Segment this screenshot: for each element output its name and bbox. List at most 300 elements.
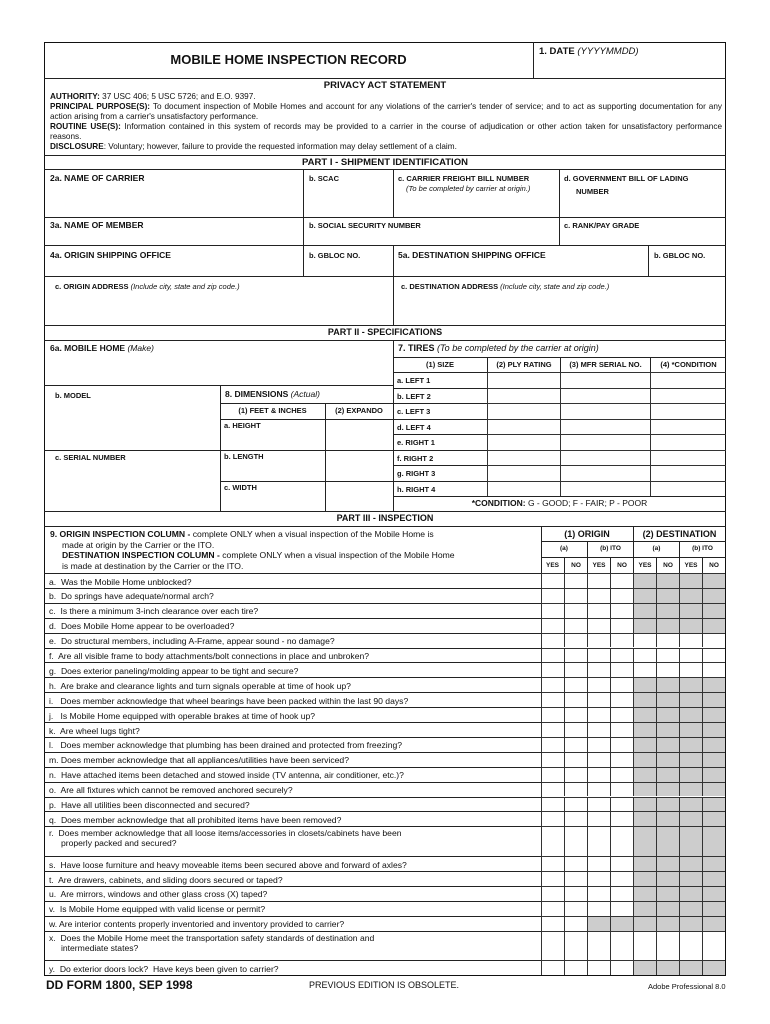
destination-no-checkbox[interactable]	[656, 662, 679, 677]
destination-yes-checkbox	[679, 722, 702, 737]
make-field[interactable]: 6a. MOBILE HOME (Make)	[50, 343, 154, 353]
origin-no-checkbox[interactable]	[564, 573, 587, 588]
tire-input-cell[interactable]	[487, 434, 560, 450]
destination-no-checkbox	[702, 692, 725, 707]
destination-no-checkbox	[702, 797, 725, 812]
destination-no-checkbox	[656, 886, 679, 901]
width-field[interactable]: c. WIDTH	[224, 483, 257, 492]
tire-row-label: d. LEFT 4	[397, 422, 431, 432]
destination-no-checkbox	[656, 797, 679, 812]
origin-no-checkbox[interactable]	[610, 633, 633, 648]
question-row: h. Are brake and clearance lights and turn signals operable at time of hook up?	[44, 677, 541, 692]
question-row: d. Does Mobile Home appear to be overloaded?	[44, 618, 541, 633]
origin-yes-checkbox[interactable]	[541, 603, 564, 618]
origin-yes-checkbox[interactable]	[541, 811, 564, 826]
destination-yes-checkbox	[633, 767, 656, 782]
origin-no-checkbox[interactable]	[610, 960, 633, 975]
condition-legend: *CONDITION: G - GOOD; F - FAIR; P - POOR	[471, 498, 648, 508]
destination-yes-checkbox	[633, 782, 656, 797]
origin-no-checkbox[interactable]	[564, 722, 587, 737]
tire-input-cell[interactable]	[487, 419, 560, 435]
origin-no-checkbox[interactable]	[610, 856, 633, 871]
origin-gbloc-field[interactable]: b. GBLOC NO.	[309, 251, 361, 260]
destination-yes-checkbox	[633, 618, 656, 633]
destination-no-checkbox	[656, 588, 679, 603]
software-note: Adobe Professional 8.0	[648, 982, 726, 991]
origin-no-checkbox[interactable]	[564, 901, 587, 916]
tire-input-cell[interactable]	[487, 372, 560, 388]
destination-yes-checkbox	[633, 811, 656, 826]
a-subheader: (a)	[560, 545, 568, 552]
no-header: NO	[656, 557, 679, 573]
destination-no-checkbox	[656, 871, 679, 886]
tire-row-label: h. RIGHT 4	[397, 484, 436, 494]
origin-yes-checkbox[interactable]	[541, 707, 564, 722]
origin-yes-checkbox[interactable]	[541, 856, 564, 871]
origin-no-checkbox[interactable]	[610, 901, 633, 916]
destination-no-checkbox	[656, 901, 679, 916]
privacy-statement: AUTHORITY: 37 USC 406; 5 USC 5726; and E.O. 9397. PRINCIPAL PURPOSE(S): To document inspection of Mobile Homes and account for any violations of the carrier's tender of service; and to act as supporting documentation for any action arising from a carrier's unsatisfactory performance. ROUTINE USE(S): Information contained in this system of records may be provided to a carrier in the course of adjudication or other action taken for unsatisfactory performance reasons. DISCLOSURE: Voluntary; however, failure to provide the requested information may delay settlement of a claim.	[50, 92, 723, 151]
tire-row-label: a. LEFT 1	[397, 376, 431, 385]
destination-no-checkbox[interactable]	[702, 662, 725, 677]
destination-no-checkbox	[702, 811, 725, 826]
destination-no-checkbox	[702, 901, 725, 916]
origin-yes-checkbox[interactable]	[541, 871, 564, 886]
gbl-field[interactable]: d. GOVERNMENT BILL OF LADING	[564, 174, 689, 183]
tire-input-cell[interactable]	[560, 403, 650, 419]
destination-no-checkbox[interactable]	[656, 648, 679, 663]
destination-no-checkbox	[656, 826, 679, 856]
dest-gbloc-field[interactable]: b. GBLOC NO.	[654, 251, 706, 260]
question-row: r. Does member acknowledge that all loose items/accessories in closets/cabinets have been properly packed and secured?	[44, 826, 541, 856]
origin-yes-checkbox[interactable]	[541, 677, 564, 692]
origin-yes-checkbox[interactable]	[587, 722, 610, 737]
origin-no-checkbox[interactable]	[610, 737, 633, 752]
destination-no-checkbox	[702, 856, 725, 871]
question-row: w. Are interior contents properly inventoried and inventory provided to carrier?	[44, 916, 541, 931]
destination-no-checkbox	[656, 618, 679, 633]
destination-yes-checkbox[interactable]	[633, 648, 656, 663]
question-row: n. Have attached items been detached and stowed inside (TV antenna, air conditioner, etc.)?	[44, 767, 541, 782]
tires-heading: 7. TIRES (To be completed by the carrier at origin)	[398, 343, 599, 353]
destination-no-checkbox[interactable]	[702, 648, 725, 663]
origin-no-checkbox	[610, 916, 633, 931]
destination-yes-checkbox	[679, 737, 702, 752]
tire-input-cell[interactable]	[487, 481, 560, 497]
origin-no-checkbox[interactable]	[564, 603, 587, 618]
destination-yes-checkbox	[679, 826, 702, 856]
destination-yes-checkbox[interactable]	[633, 633, 656, 648]
date-label: 1. DATE	[539, 46, 575, 57]
origin-yes-checkbox[interactable]	[587, 603, 610, 618]
destination-yes-checkbox	[633, 603, 656, 618]
destination-yes-checkbox	[633, 856, 656, 871]
destination-yes-checkbox	[633, 677, 656, 692]
destination-yes-checkbox	[679, 960, 702, 975]
origin-yes-checkbox[interactable]	[587, 782, 610, 797]
origin-no-checkbox[interactable]	[564, 960, 587, 975]
carrier-name-field[interactable]: 2a. NAME OF CARRIER	[50, 173, 145, 183]
origin-no-checkbox[interactable]	[610, 811, 633, 826]
scac-field[interactable]: b. SCAC	[309, 174, 339, 183]
question-row: b. Do springs have adequate/normal arch?	[44, 588, 541, 603]
destination-yes-checkbox[interactable]	[633, 662, 656, 677]
destination-yes-checkbox	[633, 826, 656, 856]
origin-yes-checkbox[interactable]	[541, 782, 564, 797]
destination-no-checkbox	[702, 618, 725, 633]
destination-yes-checkbox	[679, 677, 702, 692]
tire-input-cell[interactable]	[560, 450, 650, 466]
origin-no-checkbox[interactable]	[610, 767, 633, 782]
no-header: NO	[564, 557, 587, 573]
date-field[interactable]	[539, 46, 639, 57]
part2-heading: PART II - SPECIFICATIONS	[327, 327, 443, 337]
origin-no-checkbox[interactable]	[564, 707, 587, 722]
origin-no-checkbox[interactable]	[564, 588, 587, 603]
tire-input-cell[interactable]	[650, 481, 726, 497]
divider	[393, 496, 726, 497]
question-row: k. Are wheel lugs tight?	[44, 722, 541, 737]
tire-input-cell[interactable]	[487, 465, 560, 481]
origin-yes-checkbox[interactable]	[541, 752, 564, 767]
destination-yes-checkbox	[679, 692, 702, 707]
destination-yes-checkbox	[679, 782, 702, 797]
question-row: i. Does member acknowledge that wheel bearings have been packed within the last 90 days?	[44, 692, 541, 707]
question-row: v. Is Mobile Home equipped with valid license or permit?	[44, 901, 541, 916]
origin-no-checkbox[interactable]	[564, 826, 587, 856]
form-title: MOBILE HOME INSPECTION RECORD	[170, 52, 407, 67]
destination-yes-checkbox	[633, 707, 656, 722]
tire-input-cell[interactable]	[487, 388, 560, 404]
origin-no-checkbox[interactable]	[564, 782, 587, 797]
serial-number-field[interactable]: c. SERIAL NUMBER	[55, 453, 126, 462]
origin-no-checkbox[interactable]	[564, 886, 587, 901]
origin-no-checkbox[interactable]	[610, 782, 633, 797]
origin-no-checkbox[interactable]	[564, 737, 587, 752]
destination-no-checkbox	[656, 960, 679, 975]
destination-yes-checkbox	[633, 737, 656, 752]
origin-yes-checkbox[interactable]	[587, 588, 610, 603]
origin-no-checkbox[interactable]	[564, 618, 587, 633]
destination-no-checkbox	[656, 722, 679, 737]
destination-no-checkbox	[702, 871, 725, 886]
destination-yes-checkbox	[633, 722, 656, 737]
destination-no-checkbox	[702, 752, 725, 767]
origin-no-checkbox[interactable]	[564, 871, 587, 886]
destination-no-checkbox	[656, 707, 679, 722]
destination-no-checkbox[interactable]	[656, 931, 679, 961]
tire-input-cell[interactable]	[487, 450, 560, 466]
origin-yes-checkbox[interactable]	[587, 856, 610, 871]
tire-input-cell[interactable]	[650, 465, 726, 481]
ito-subheader: (b) ITO	[679, 541, 725, 557]
destination-yes-checkbox	[679, 767, 702, 782]
origin-yes-checkbox[interactable]	[587, 960, 610, 975]
origin-no-checkbox[interactable]	[610, 662, 633, 677]
question-row: a. Was the Mobile Home unblocked?	[44, 573, 541, 588]
origin-no-checkbox[interactable]	[564, 633, 587, 648]
origin-yes-checkbox[interactable]	[541, 573, 564, 588]
gbl-label-line2: NUMBER	[576, 187, 609, 196]
tire-input-cell[interactable]	[650, 434, 726, 450]
origin-yes-checkbox[interactable]	[541, 901, 564, 916]
origin-no-checkbox[interactable]	[564, 931, 587, 961]
origin-no-checkbox[interactable]	[564, 767, 587, 782]
destination-no-checkbox	[702, 722, 725, 737]
destination-yes-checkbox	[679, 871, 702, 886]
destination-yes-checkbox[interactable]	[633, 931, 656, 961]
tire-input-cell[interactable]	[560, 419, 650, 435]
origin-yes-checkbox[interactable]	[541, 886, 564, 901]
origin-yes-checkbox[interactable]	[541, 633, 564, 648]
dest-address-field[interactable]: c. DESTINATION ADDRESS (Include city, state and zip code.)	[401, 282, 610, 291]
origin-yes-checkbox[interactable]	[587, 648, 610, 663]
origin-yes-checkbox[interactable]	[587, 618, 610, 633]
destination-no-checkbox	[656, 677, 679, 692]
origin-no-checkbox[interactable]	[564, 752, 587, 767]
part3-heading: PART III - INSPECTION	[336, 513, 434, 523]
ssn-field[interactable]: b. SOCIAL SECURITY NUMBER	[309, 221, 421, 230]
destination-column-header: (2) DESTINATION	[633, 526, 725, 541]
question-row: m. Does member acknowledge that all appliances/utilities have been serviced?	[44, 752, 541, 767]
destination-yes-checkbox	[679, 901, 702, 916]
tire-column-header: (3) MFR SERIAL NO.	[560, 357, 650, 372]
origin-office-field[interactable]: 4a. ORIGIN SHIPPING OFFICE	[50, 250, 171, 260]
destination-no-checkbox	[702, 826, 725, 856]
origin-yes-checkbox[interactable]	[587, 737, 610, 752]
origin-no-checkbox[interactable]	[610, 826, 633, 856]
origin-yes-checkbox[interactable]	[587, 573, 610, 588]
origin-yes-checkbox[interactable]	[587, 826, 610, 856]
origin-no-checkbox[interactable]	[610, 752, 633, 767]
origin-yes-checkbox[interactable]	[541, 767, 564, 782]
destination-yes-checkbox	[633, 871, 656, 886]
destination-no-checkbox	[656, 856, 679, 871]
model-field[interactable]: b. MODEL	[55, 391, 91, 400]
member-name-field[interactable]: 3a. NAME OF MEMBER	[50, 220, 144, 230]
tire-row-label: c. LEFT 3	[397, 407, 431, 416]
destination-no-checkbox	[702, 588, 725, 603]
destination-yes-checkbox	[679, 916, 702, 931]
tire-column-header: (1) SIZE	[426, 360, 454, 369]
origin-yes-checkbox[interactable]	[587, 662, 610, 677]
question-row: t. Are drawers, cabinets, and sliding doors secured or taped?	[44, 871, 541, 886]
tire-input-cell[interactable]	[650, 388, 726, 404]
destination-yes-checkbox	[679, 588, 702, 603]
destination-yes-checkbox[interactable]	[679, 931, 702, 961]
origin-yes-checkbox[interactable]	[541, 692, 564, 707]
question-row: g. Does exterior paneling/molding appear to be tight and secure?	[44, 662, 541, 677]
destination-yes-checkbox[interactable]	[679, 633, 702, 648]
destination-no-checkbox	[702, 960, 725, 975]
origin-no-checkbox[interactable]	[610, 677, 633, 692]
origin-no-checkbox[interactable]	[610, 588, 633, 603]
origin-column-header: (1) ORIGIN	[564, 529, 610, 539]
tire-input-cell[interactable]	[650, 419, 726, 435]
destination-no-checkbox	[702, 916, 725, 931]
origin-yes-checkbox[interactable]	[541, 826, 564, 856]
origin-no-checkbox[interactable]	[564, 692, 587, 707]
destination-yes-checkbox	[633, 588, 656, 603]
origin-yes-checkbox[interactable]	[541, 931, 564, 961]
origin-yes-checkbox[interactable]	[541, 916, 564, 931]
destination-no-checkbox[interactable]	[702, 931, 725, 961]
destination-yes-checkbox[interactable]	[679, 662, 702, 677]
origin-yes-checkbox[interactable]	[541, 737, 564, 752]
destination-yes-checkbox	[633, 752, 656, 767]
destination-yes-checkbox	[633, 797, 656, 812]
destination-no-checkbox	[702, 782, 725, 797]
a-subheader: (a)	[633, 541, 679, 557]
rank-field[interactable]: c. RANK/PAY GRADE	[564, 221, 640, 230]
date-hint: (YYYYMMDD)	[577, 46, 639, 57]
origin-yes-checkbox[interactable]	[541, 960, 564, 975]
question-row: p. Have all utilities been disconnected and secured?	[44, 797, 541, 812]
destination-yes-checkbox	[633, 916, 656, 931]
origin-yes-checkbox	[587, 916, 610, 931]
destination-no-checkbox	[656, 603, 679, 618]
destination-yes-checkbox	[633, 692, 656, 707]
height-field[interactable]: a. HEIGHT	[224, 421, 261, 430]
yes-header: YES	[587, 557, 610, 573]
origin-yes-checkbox[interactable]	[587, 707, 610, 722]
origin-no-checkbox[interactable]	[564, 811, 587, 826]
question-row: j. Is Mobile Home equipped with operable brakes at time of hook up?	[44, 707, 541, 722]
origin-yes-checkbox[interactable]	[541, 648, 564, 663]
tire-column-header: (4) *CONDITION	[650, 357, 726, 372]
no-header: NO	[610, 557, 633, 573]
q9-instructions: 9. ORIGIN INSPECTION COLUMN - complete ONLY when a visual inspection of the Mobile Home is made at origin by the Carrier or the ITO. DESTINATION INSPECTION COLUMN - complete ONLY when a visual inspection of the Mobile Home is made at destination by the Carrier or the ITO.	[50, 529, 455, 571]
destination-no-checkbox	[702, 573, 725, 588]
origin-yes-checkbox[interactable]	[587, 901, 610, 916]
origin-yes-checkbox[interactable]	[587, 677, 610, 692]
origin-yes-checkbox[interactable]	[541, 618, 564, 633]
origin-yes-checkbox[interactable]	[587, 797, 610, 812]
tire-row-label: e. RIGHT 1	[397, 438, 435, 447]
origin-yes-checkbox[interactable]	[587, 871, 610, 886]
tire-input-cell[interactable]	[487, 403, 560, 419]
destination-no-checkbox	[656, 752, 679, 767]
origin-yes-checkbox[interactable]	[587, 886, 610, 901]
tire-row-label: b. LEFT 2	[397, 391, 431, 401]
destination-no-checkbox	[702, 677, 725, 692]
question-row: f. Are all visible frame to body attachments/bolt connections in place and unbroken?	[44, 648, 541, 663]
origin-no-checkbox[interactable]	[564, 648, 587, 663]
destination-no-checkbox	[656, 811, 679, 826]
destination-no-checkbox	[656, 573, 679, 588]
origin-yes-checkbox[interactable]	[541, 662, 564, 677]
part1-heading: PART I - SHIPMENT IDENTIFICATION	[302, 157, 468, 168]
destination-yes-checkbox	[633, 960, 656, 975]
origin-no-checkbox[interactable]	[564, 677, 587, 692]
origin-no-checkbox[interactable]	[610, 648, 633, 663]
tire-input-cell[interactable]	[560, 388, 650, 404]
origin-no-checkbox[interactable]	[610, 931, 633, 961]
tire-input-cell[interactable]	[650, 403, 726, 419]
origin-no-checkbox[interactable]	[610, 722, 633, 737]
yes-header: YES	[679, 557, 702, 573]
origin-yes-checkbox[interactable]	[587, 767, 610, 782]
expando-header: (2) EXPANDO	[335, 406, 383, 415]
origin-no-checkbox[interactable]	[610, 573, 633, 588]
length-field[interactable]: b. LENGTH	[224, 452, 264, 461]
destination-no-checkbox[interactable]	[656, 633, 679, 648]
tire-input-cell[interactable]	[560, 372, 650, 388]
question-row: u. Are mirrors, windows and other glass cross (X) taped?	[44, 886, 541, 901]
origin-yes-checkbox[interactable]	[587, 811, 610, 826]
form-number: DD FORM 1800, SEP 1998	[46, 978, 193, 992]
destination-yes-checkbox[interactable]	[679, 648, 702, 663]
origin-no-checkbox[interactable]	[564, 662, 587, 677]
obsolete-note: PREVIOUS EDITION IS OBSOLETE.	[309, 980, 460, 990]
destination-yes-checkbox	[633, 573, 656, 588]
tire-column-header: (2) PLY RATING	[487, 357, 560, 372]
no-header: NO	[702, 557, 725, 573]
tire-input-cell[interactable]	[650, 450, 726, 466]
question-row: l. Does member acknowledge that plumbing has been drained and protected from freezing?	[44, 737, 541, 752]
tire-row-label: f. RIGHT 2	[397, 453, 434, 463]
tire-input-cell[interactable]	[560, 434, 650, 450]
destination-no-checkbox	[656, 737, 679, 752]
destination-yes-checkbox	[679, 573, 702, 588]
question-row: e. Do structural members, including A-Frame, appear sound - no damage?	[44, 633, 541, 648]
ito-subheader: (b) ITO	[587, 541, 633, 557]
freight-bill-field[interactable]: c. CARRIER FREIGHT BILL NUMBER	[398, 174, 530, 183]
origin-no-checkbox[interactable]	[610, 797, 633, 812]
destination-no-checkbox	[702, 707, 725, 722]
dest-office-field[interactable]: 5a. DESTINATION SHIPPING OFFICE	[398, 250, 546, 260]
question-row: s. Have loose furniture and heavy moveable items been secured above and forward of axles?	[44, 856, 541, 871]
origin-no-checkbox[interactable]	[610, 692, 633, 707]
origin-no-checkbox[interactable]	[564, 856, 587, 871]
tire-row-label: g. RIGHT 3	[397, 469, 436, 478]
origin-no-checkbox[interactable]	[610, 871, 633, 886]
origin-no-checkbox[interactable]	[610, 707, 633, 722]
origin-yes-checkbox[interactable]	[587, 752, 610, 767]
question-row: y. Do exterior doors lock? Have keys been given to carrier?	[44, 960, 541, 975]
destination-no-checkbox	[702, 886, 725, 901]
origin-no-checkbox[interactable]	[564, 916, 587, 931]
destination-no-checkbox	[702, 737, 725, 752]
origin-no-checkbox[interactable]	[610, 603, 633, 618]
destination-no-checkbox	[702, 603, 725, 618]
destination-yes-checkbox	[679, 603, 702, 618]
destination-no-checkbox	[656, 782, 679, 797]
destination-yes-checkbox	[679, 856, 702, 871]
origin-no-checkbox[interactable]	[610, 618, 633, 633]
dimensions-heading: 8. DIMENSIONS (Actual)	[225, 389, 320, 399]
origin-yes-checkbox[interactable]	[587, 633, 610, 648]
origin-no-checkbox[interactable]	[610, 886, 633, 901]
origin-yes-checkbox[interactable]	[541, 722, 564, 737]
origin-yes-checkbox[interactable]	[587, 931, 610, 961]
origin-yes-checkbox[interactable]	[541, 797, 564, 812]
question-row: o. Are all fixtures which cannot be removed anchored securely?	[44, 782, 541, 797]
destination-no-checkbox[interactable]	[702, 633, 725, 648]
destination-yes-checkbox	[679, 752, 702, 767]
tire-input-cell[interactable]	[560, 481, 650, 497]
question-row: c. Is there a minimum 3-inch clearance over each tire?	[44, 603, 541, 618]
origin-yes-checkbox[interactable]	[541, 588, 564, 603]
origin-address-field[interactable]: c. ORIGIN ADDRESS (Include city, state and zip code.)	[55, 282, 240, 291]
yes-header: YES	[633, 557, 656, 573]
origin-no-checkbox[interactable]	[564, 797, 587, 812]
privacy-heading: PRIVACY ACT STATEMENT	[323, 80, 447, 91]
origin-yes-checkbox[interactable]	[587, 692, 610, 707]
tire-input-cell[interactable]	[560, 465, 650, 481]
question-row: x. Does the Mobile Home meet the transportation safety standards of destination and intermediate states?	[44, 931, 541, 961]
tire-input-cell[interactable]	[650, 372, 726, 388]
